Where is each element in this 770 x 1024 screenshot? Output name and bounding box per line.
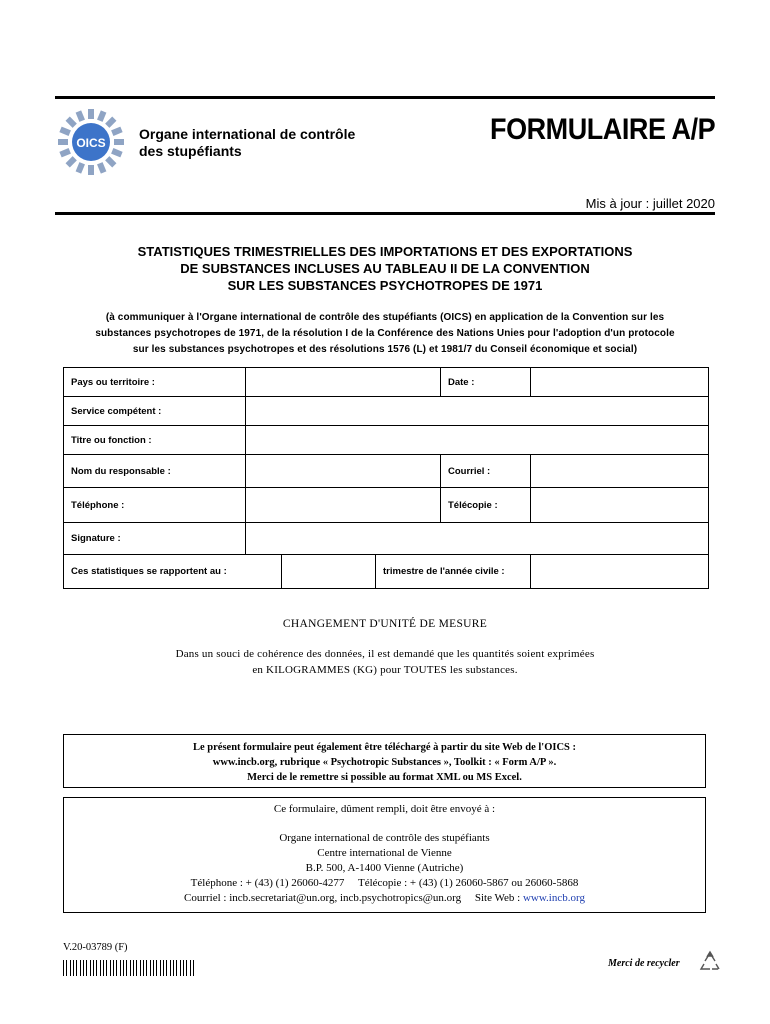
row-signature [64, 523, 709, 555]
org-name-line2: des stupéfiants [139, 143, 242, 159]
service-field[interactable] [246, 397, 709, 426]
barcode-bar [123, 960, 124, 976]
barcode [63, 960, 198, 976]
barcode-bar [130, 960, 131, 976]
contact-intro: Ce formulaire, dûment rempli, doit être envoyé à : [273, 803, 496, 815]
download-line2: www.incb.org, rubrique « Psychotropic Substances », Toolkit : « Form A/P ». [212, 757, 557, 768]
logo-petal [114, 139, 124, 145]
fax-label: Télécopie : [441, 488, 531, 523]
barcode-bar [160, 960, 161, 976]
country-label: Pays ou territoire : [64, 368, 246, 397]
barcode-bar [170, 960, 171, 976]
document-reference: V.20-03789 (F) [63, 942, 128, 953]
barcode-bar [186, 960, 187, 976]
barcode-icon [63, 960, 198, 976]
barcode-bar [153, 960, 154, 976]
barcode-bar [70, 960, 71, 976]
barcode-bar [156, 960, 157, 976]
job-title-label: Titre ou fonction : [64, 426, 246, 455]
org-name [139, 126, 399, 160]
contact-centre: Centre international de Vienne [317, 847, 452, 859]
document-title [55, 243, 715, 294]
name-label: Nom du responsable : [64, 455, 246, 488]
oics-logo [55, 106, 127, 178]
quarter-label: trimestre de l'année civile : [376, 555, 531, 589]
website-link[interactable]: www.incb.org [522, 892, 585, 904]
period-label: Ces statistiques se rapportent au : [64, 555, 282, 589]
oics-emblem-icon [55, 106, 127, 178]
barcode-bar [106, 960, 107, 976]
barcode-bar [120, 960, 121, 976]
logo-petal [88, 165, 94, 175]
period-field[interactable] [282, 555, 376, 589]
barcode-bar [96, 960, 97, 976]
org-name-line1: Organe international de contrôle [139, 126, 356, 142]
logo-petal [58, 139, 68, 145]
email-field[interactable] [531, 455, 709, 488]
subtitle-line1: (à communiquer à l'Organe international de contrôle des stupéfiants (OICS) en application de la Convention sur les [105, 312, 665, 323]
year-field[interactable] [531, 555, 709, 589]
title-line3: SUR LES SUBSTANCES PSYCHOTROPES DE 1971 [227, 278, 543, 293]
signature-field[interactable] [246, 523, 709, 555]
document-subtitle [55, 310, 715, 358]
logo-petal [105, 156, 116, 167]
row-country-date [64, 368, 709, 397]
barcode-bar [193, 960, 194, 976]
row-name-email [64, 455, 709, 488]
unit-change-text [55, 646, 715, 678]
logo-petal [76, 162, 85, 174]
logo-text: OICS [76, 136, 106, 150]
title-line2: DE SUBSTANCES INCLUSES AU TABLEAU II DE LA CONVENTION [180, 261, 590, 276]
download-info-box [63, 734, 706, 788]
barcode-bar [110, 960, 111, 976]
logo-petal [111, 148, 123, 157]
barcode-bar [173, 960, 174, 976]
contact-email-web [64, 891, 705, 906]
barcode-bar [63, 960, 64, 976]
email-label: Courriel : [441, 455, 531, 488]
top-rule [55, 96, 715, 99]
barcode-bar [140, 960, 141, 976]
fax-field[interactable] [531, 488, 709, 523]
barcode-bar [136, 960, 137, 976]
logo-petal [66, 117, 77, 128]
logo-petal [59, 148, 71, 157]
barcode-bar [180, 960, 181, 976]
name-field[interactable] [246, 455, 441, 488]
contact-info-box [63, 797, 706, 913]
row-service [64, 397, 709, 426]
barcode-bar [143, 960, 144, 976]
barcode-bar [190, 960, 191, 976]
barcode-bar [86, 960, 87, 976]
update-date: Mis à jour : juillet 2020 [585, 196, 715, 211]
barcode-bar [103, 960, 104, 976]
signature-label: Signature : [64, 523, 246, 555]
logo-petal [88, 109, 94, 119]
title-line1: STATISTIQUES TRIMESTRIELLES DES IMPORTATIONS ET DES EXPORTATIONS [137, 244, 633, 259]
barcode-bar [146, 960, 147, 976]
logo-petal [105, 117, 116, 128]
barcode-bar [83, 960, 84, 976]
barcode-bar [126, 960, 127, 976]
barcode-bar [80, 960, 81, 976]
barcode-bar [90, 960, 91, 976]
logo-petal [97, 162, 106, 174]
logo-petal [59, 127, 71, 136]
barcode-bar [73, 960, 74, 976]
form-title: FORMULAIRE A/P [489, 113, 715, 146]
recycle-label: Merci de recycler [608, 958, 680, 969]
barcode-bar [93, 960, 94, 976]
barcode-bar [113, 960, 114, 976]
row-title [64, 426, 709, 455]
row-period [64, 555, 709, 589]
phone-label: Téléphone : [64, 488, 246, 523]
contact-email: Courriel : incb.secretariat@un.org, incb.psychotropics@un.org Site Web : [184, 892, 523, 904]
barcode-bar [76, 960, 77, 976]
recycle-icon [698, 950, 722, 979]
barcode-bar [66, 960, 67, 976]
barcode-bar [133, 960, 134, 976]
unit-change-title: CHANGEMENT D'UNITÉ DE MESURE [282, 618, 488, 630]
logo-petal [97, 110, 106, 122]
logo-petal [111, 127, 123, 136]
barcode-bar [163, 960, 164, 976]
logo-petal [76, 110, 85, 122]
barcode-bar [116, 960, 117, 976]
date-field[interactable] [531, 368, 709, 397]
download-line1: Le présent formulaire peut également être téléchargé à partir du site Web de l'OICS : [193, 742, 576, 753]
date-label: Date : [441, 368, 531, 397]
info-form-table [63, 367, 709, 589]
header-rule [55, 212, 715, 215]
barcode-bar [166, 960, 167, 976]
contact-phones: Téléphone : + (43) (1) 26060-4277 Télécopie : + (43) (1) 26060-5867 ou 26060-5868 [190, 877, 579, 889]
phone-field[interactable] [246, 488, 441, 523]
subtitle-line2: substances psychotropes de 1971, de la résolution I de la Conférence des Nations Unies pour l'adoption d'un protocole [95, 328, 675, 339]
country-field[interactable] [246, 368, 441, 397]
unit-change-line1: Dans un souci de cohérence des données, il est demandé que les quantités soient exprimées [175, 648, 595, 660]
barcode-bar [100, 960, 101, 976]
contact-org: Organe international de contrôle des stupéfiants [279, 832, 490, 844]
barcode-bar [176, 960, 177, 976]
unit-change-line2: en KILOGRAMMES (KG) pour TOUTES les substances. [252, 664, 518, 676]
logo-petal [66, 156, 77, 167]
barcode-bar [150, 960, 151, 976]
subtitle-line3: sur les substances psychotropes et des résolutions 1576 (L) et 1981/7 du Conseil économique et social) [132, 344, 638, 355]
barcode-bar [183, 960, 184, 976]
job-title-field[interactable] [246, 426, 709, 455]
row-phone-fax [64, 488, 709, 523]
service-label: Service compétent : [64, 397, 246, 426]
contact-address: B.P. 500, A-1400 Vienne (Autriche) [305, 862, 464, 874]
download-line3: Merci de le remettre si possible au format XML ou MS Excel. [247, 772, 522, 783]
